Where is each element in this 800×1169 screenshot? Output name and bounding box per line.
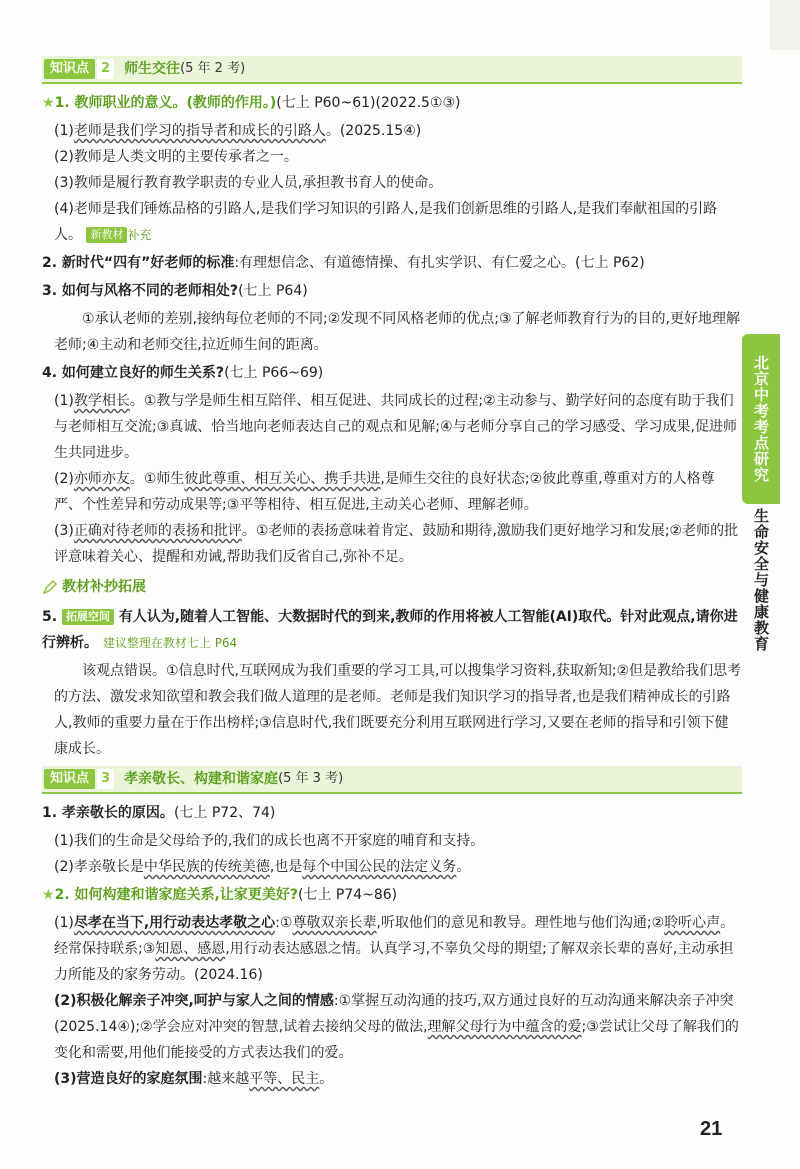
answer-line: (4)老师是我们锤炼品格的引路人,是我们学习知识的引路人,是我们创新思维的引路人,是我们奉献祖国的引路人。 新教材 补充 [54, 201, 718, 243]
answer-line: (3)营造良好的家庭氛围:越来越平等、民主。 [54, 1071, 334, 1087]
star-icon: ★ [42, 887, 55, 903]
answer-paragraph: (1)尽孝在当下,用行动表达孝敬之心:①尊敬双亲长辈,听取他们的意见和教导。理性地与他们沟通;②聆听心声。经常保持联系;③知恩、感恩,用行动表达感恩之情。认真学习,不辜负父母的期望;了解双亲长辈的喜好,主动承担力所能及的家务劳动。(2024.16) [54, 915, 735, 983]
answer-paragraph: ①承认老师的差别,接纳每位老师的不同;②发现不同风格老师的优点;③了解老师教育行为的目的,更好地理解老师;④主动和老师交往,拉近师生间的距离。 [54, 311, 740, 353]
knowledge-point-3-header [42, 766, 742, 794]
page-number: 21 [700, 1118, 723, 1140]
question-source: (七上 P60~61)(2022.5①③) [276, 95, 461, 111]
question-1 [42, 90, 742, 116]
question-5: 5. 拓展空间 有人认为,随着人工智能、大数据时代的到来,教师的作用将被人工智能(AI)取代。针对此观点,请你进行辨析。 建议整理在教材七上 P64 [42, 609, 738, 651]
pencil-icon [42, 579, 58, 595]
expansion-space-badge: 拓展空间 [62, 609, 114, 625]
knowledge-title: 师生交往 [124, 61, 181, 77]
answer-paragraph: (2)亦师亦友。①师生彼此尊重、相互关心、携手共进,是师生交往的良好状态;②彼此尊重,尊重对方的人格尊严、个性差异和劳动成果等;③平等相待、相互促进,主动关心老师、理解老师。 [54, 471, 715, 513]
star-icon: ★ [42, 95, 55, 111]
knowledge-tag: 知识点 [44, 769, 95, 789]
answer-line: (3)教师是履行教育教学职责的专业人员,承担教书育人的使命。 [54, 175, 443, 191]
knowledge-number: 3 [97, 769, 114, 789]
answer-paragraph: (2)积极化解亲子冲突,呵护与家人之间的情感:①掌握互动沟通的技巧,双方通过良好的互动沟通来解决亲子冲突(2025.14④);②学会应对冲突的智慧,试着去接纳父母的做法,理解父母行为中蕴含的爱;③尝试让父母了解我们的变化和需要,用他们能接受的方式表达我们的爱。 [54, 993, 739, 1061]
exam-count: (5 年 3 考) [278, 771, 344, 786]
question-4: 4. 如何建立良好的师生关系?(七上 P66~69) [42, 365, 324, 381]
knowledge-title: 孝亲敬长、构建和谐家庭 [124, 771, 279, 787]
question-label: 1. 教师职业的意义。(教师的作用。) [54, 95, 277, 111]
question-2: 2. 新时代“四有”好老师的标准:有理想信念、有道德情操、有扎实学识、有仁爱之心。(七上 P62) [42, 255, 645, 271]
exam-count: (5 年 2 考) [180, 61, 246, 76]
question-3: 3. 如何与风格不同的老师相处?(七上 P64) [42, 283, 308, 299]
question-2: ★2. 如何构建和谐家庭关系,让家更美好?(七上 P74~86) [42, 887, 398, 903]
new-textbook-badge: 新教材 [86, 227, 127, 243]
answer-paragraph: (1)教学相长。①教与学是师生相互陪伴、相互促进、共同成长的过程;②主动参与、勤学好问的态度有助于我们与老师相互交流;③真诚、恰当地向老师表达自己的观点和见解;④与老师分享自己的学习感受、学习成果,促进师生共同进步。 [54, 393, 737, 461]
knowledge-point-2-header [42, 56, 742, 84]
knowledge-tag: 知识点 [44, 59, 95, 79]
answer-paragraph: 该观点错误。①信息时代,互联网成为我们重要的学习工具,可以搜集学习资料,获取新知;②但是教给我们思考的方法、激发求知欲望和教会我们做人道理的是老师。老师是我们知识学习的指导者,也是我们精神成长的引路人,教师的重要力量在于作出榜样;③信息时代,我们既要充分利用互联网进行学习,又要在老师的指导和引领下健康成长。 [54, 663, 742, 757]
side-label-unit: 生命安全与健康教育 [752, 508, 770, 652]
answer-line: (1)老师是我们学习的指导者和成长的引路人。(2025.15④) [54, 123, 422, 139]
textbook-hint: 建议整理在教材七上 P64 [102, 636, 238, 650]
answer-paragraph: (3)正确对待老师的表扬和批评。①老师的表扬意味着肯定、鼓励和期待,激励我们更好地学习和发展;②老师的批评意味着关心、提醒和劝诫,帮助我们反省自己,弥补不足。 [54, 523, 739, 565]
extension-heading: 教材补抄拓展 [42, 574, 742, 600]
supplement-label: 补充 [127, 228, 152, 242]
content [42, 52, 742, 1092]
page-corner [770, 0, 800, 50]
question-1: 1. 孝亲敬长的原因。(七上 P72、74) [42, 805, 276, 821]
side-tab-chapter: 北京中考考点研究 [742, 334, 780, 504]
answer-line: (2)教师是人类文明的主要传承者之一。 [54, 149, 298, 165]
answer-line: (2)孝亲敬长是中华民族的传统美德,也是每个中国公民的法定义务。 [54, 859, 471, 875]
knowledge-number: 2 [97, 59, 114, 79]
answer-line: (1)我们的生命是父母给予的,我们的成长也离不开家庭的哺育和支持。 [54, 833, 485, 849]
